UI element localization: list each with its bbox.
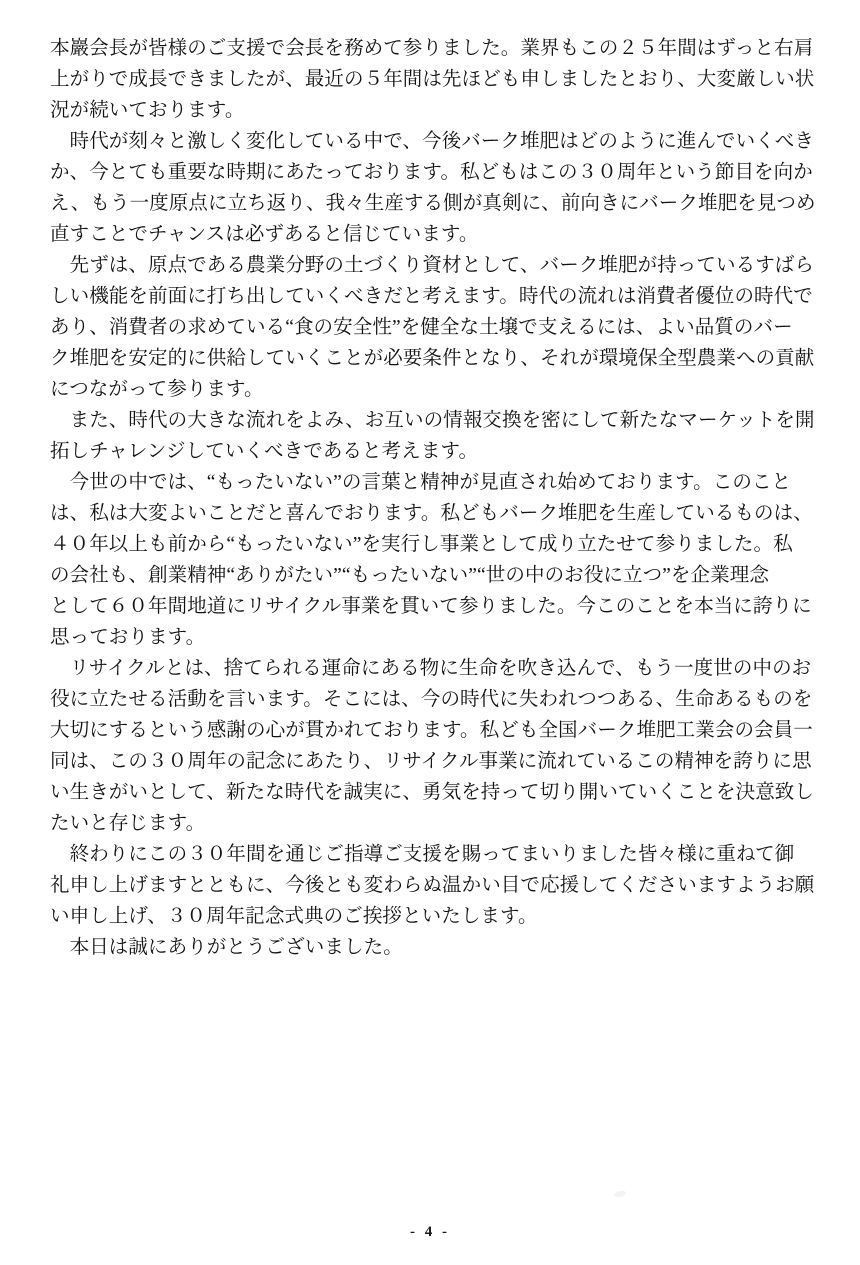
text-line: え、もう一度原点に立ち返り、我々生産する側が真剣に、前向きにバーク堆肥を見つめ (50, 193, 816, 214)
text-line: 終わりにこの３０年間を通じご指導ご支援を賜ってまいりました皆々様に重ねて御 (50, 844, 795, 865)
text-line: 直すことでチャンスは必ずあると信じています。 (50, 224, 479, 245)
text-line: の会社も、創業精神“ありがたい”“もったいない”“世の中のお役に立つ”を企業理念 (50, 565, 769, 586)
text-line: たいと存じます。 (50, 813, 206, 834)
text-line: 思っております。 (50, 627, 206, 648)
page-number: - 4 - (410, 1224, 450, 1240)
text-line: あり、消費者の求めている“食の安全性”を健全な土壌で支えるには、よい品質のバー (50, 317, 793, 338)
text-line: 同は、この３０周年の記念にあたり、リサイクル事業に流れているこの精神を誇りに思 (50, 751, 812, 772)
text-line: か、今とても重要な時期にあたっております。私どもはこの３０周年という節目を向か (50, 162, 813, 183)
text-line: として６０年間地道にリサイクル事業を貫いて参りました。今このことを本当に誇りに (50, 596, 812, 617)
text-line: 先ずは、原点である農業分野の土づくり資材として、バーク堆肥が持っているすばら (50, 255, 815, 276)
text-line: 今世の中では、“もったいない”の言葉と精神が見直され始めております。このこと (50, 472, 792, 493)
text-line: 時代が刻々と激しく変化している中で、今後バーク堆肥はどのように進んでいくべき (50, 131, 815, 152)
text-line: 上がりで成長できましたが、最近の５年間は先ほども申しましたとおり、大変厳しい状 (50, 69, 815, 90)
text-line: い生きがいとして、新たな時代を誠実に、勇気を持って切り開いていくことを決意致し (50, 782, 815, 803)
text-line: 拓しチャレンジしていくべきであると考えます。 (50, 441, 479, 462)
text-line: しい機能を前面に打ち出していくべきだと考えます。時代の流れは消費者優位の時代で (50, 286, 813, 307)
text-line: い申し上げ、３０周年記念式典のご挨拶といたします。 (50, 906, 538, 927)
text-line: 本日は誠にありがとうございました。 (50, 937, 403, 958)
text-line: 役に立たせる活動を言います。そこには、今の時代に失われつつある、生命あるものを (50, 689, 813, 710)
scan-smudge-artifact (613, 1190, 626, 1199)
text-line: につながって参ります。 (50, 379, 264, 400)
text-line: 大切にするという感謝の心が貫かれております。私ども全国バーク堆肥工業会の会員一 (50, 720, 813, 741)
text-line: リサイクルとは、捨てられる運命にある物に生命を吹き込んで、もう一度世の中のお (50, 658, 812, 679)
text-line: 礼申し上げますとともに、今後とも変わらぬ温かい目で応援してくださいますようお願 (50, 875, 815, 896)
text-line: 本巖会長が皆様のご支援で会長を務めて参りました。業界もこの２５年間はずっと右肩 (50, 38, 814, 59)
document-text-block (50, 33, 816, 963)
text-line: ４０年以上も前から“もったいない”を実行し事業として成り立たせて参りました。私 (50, 534, 793, 555)
text-line: また、時代の大きな流れをよみ、お互いの情報交換を密にして新たなマーケットを開 (50, 410, 815, 431)
text-line: は、私は大変よいことだと喜んでおります。私どもバーク堆肥を生産しているものは、 (50, 503, 813, 524)
text-line: 況が続いております。 (50, 100, 245, 121)
text-line: ク堆肥を安定的に供給していくことが必要条件となり、それが環境保全型農業への貢献 (50, 348, 815, 369)
